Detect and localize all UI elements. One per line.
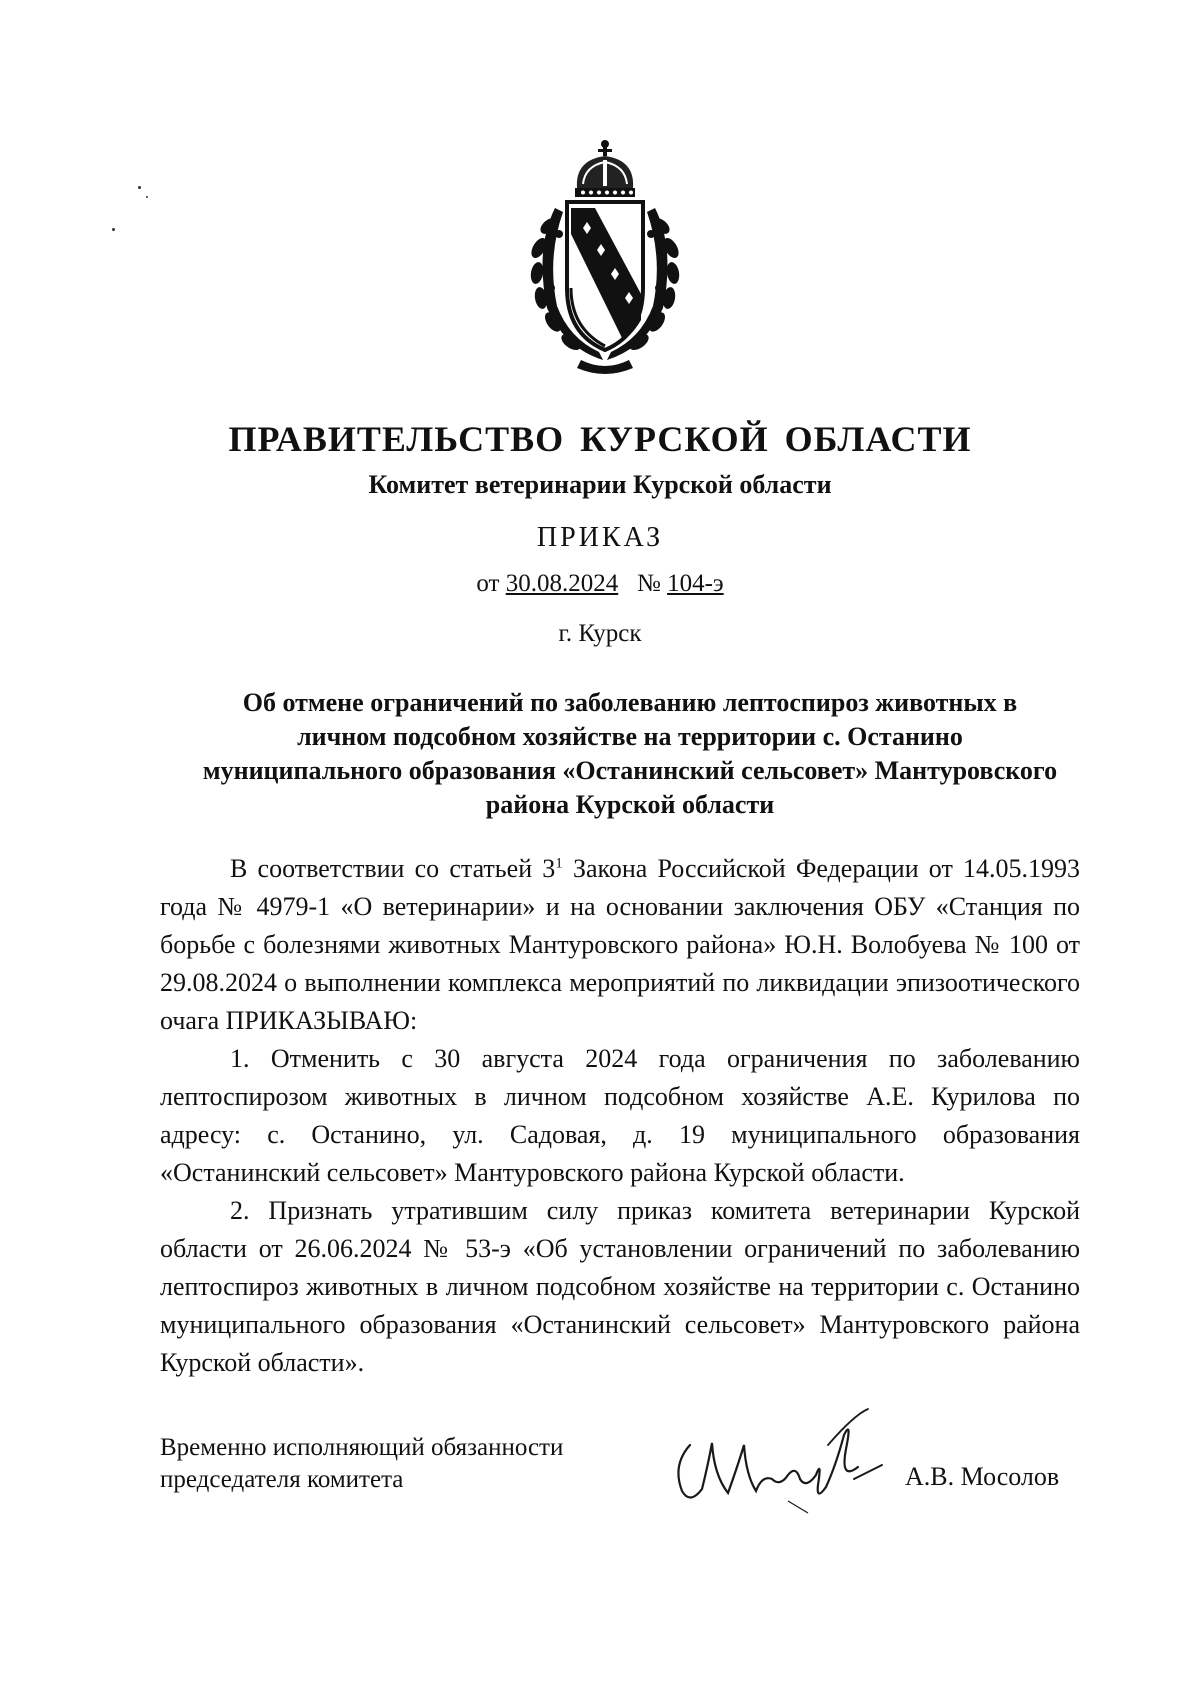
handwritten-signature <box>668 1405 908 1515</box>
order-item-2: 2. Признать утратившим силу приказ комитета ветеринарии Курской области от 26.06.2024 № 53-э «Об установлении ограничений по заболеванию лептоспироз животных в личном подсобном хозяйстве на территории с. Останино муниципального образования «Останинский сельсовет» Мантуровского района Курской области». <box>160 1196 1080 1377</box>
shield-icon <box>567 202 643 350</box>
scan-speck <box>146 196 148 198</box>
number-prefix: № <box>636 570 661 597</box>
crown-icon <box>575 140 635 197</box>
position-line-1: Временно исполняющий обязанности <box>160 1434 564 1461</box>
scan-speck <box>138 186 141 189</box>
signatory-position <box>160 1432 563 1496</box>
city: г. Курск <box>558 620 642 647</box>
document-type: ПРИКАЗ <box>536 522 664 553</box>
order-item-1: 1. Отменить с 30 августа 2024 года ограничения по заболеванию лептоспирозом животных в личном подсобном хозяйстве А.Е. Курилова по адресу: с. Останино, ул. Садовая, д. 19 муниципального образования «Останинский сельсовет» Мантуровского района Курской области. <box>160 1044 1080 1187</box>
signatory-name: А.В. Мосолов <box>905 1462 1060 1491</box>
position-line-2: председателя комитета <box>160 1466 404 1493</box>
article-superscript: 1 <box>555 855 563 872</box>
ribbon-icon <box>577 360 633 374</box>
order-number: 104-э <box>667 570 724 597</box>
order-subject: Об отмене ограничений по заболеванию лептоспироз животных в личном подсобном хозяйстве на территории с. Останино муниципального образования «Останинский сельсовет» Мантуровского района Курской области <box>202 688 1058 819</box>
committee-name: Комитет ветеринарии Курской области <box>368 470 832 499</box>
kursk-coat-of-arms-emblem <box>525 138 685 378</box>
order-date-number <box>0 570 1200 598</box>
order-date: 30.08.2024 <box>505 570 619 597</box>
scan-speck <box>112 228 115 231</box>
intro-paragraph: В соответствии со статьей $3^1$ Закона Российской Федерации от 14.05.1993 года № 4979-1 «О ветеринарии» и на основании заключения ОБУ «Станция по борьбе с болезнями животных Мантуровского района» Ю.Н. Волобуева № 100 от 29.08.2024 о выполнении комплекса мероприятий по ликвидации эпизоотического очага ПРИКАЗЫВАЮ: <box>160 854 1080 1035</box>
government-title: ПРАВИТЕЛЬСТВО КУРСКОЙ ОБЛАСТИ <box>228 419 972 459</box>
date-prefix: от <box>476 570 500 597</box>
order-body <box>160 850 1080 1382</box>
